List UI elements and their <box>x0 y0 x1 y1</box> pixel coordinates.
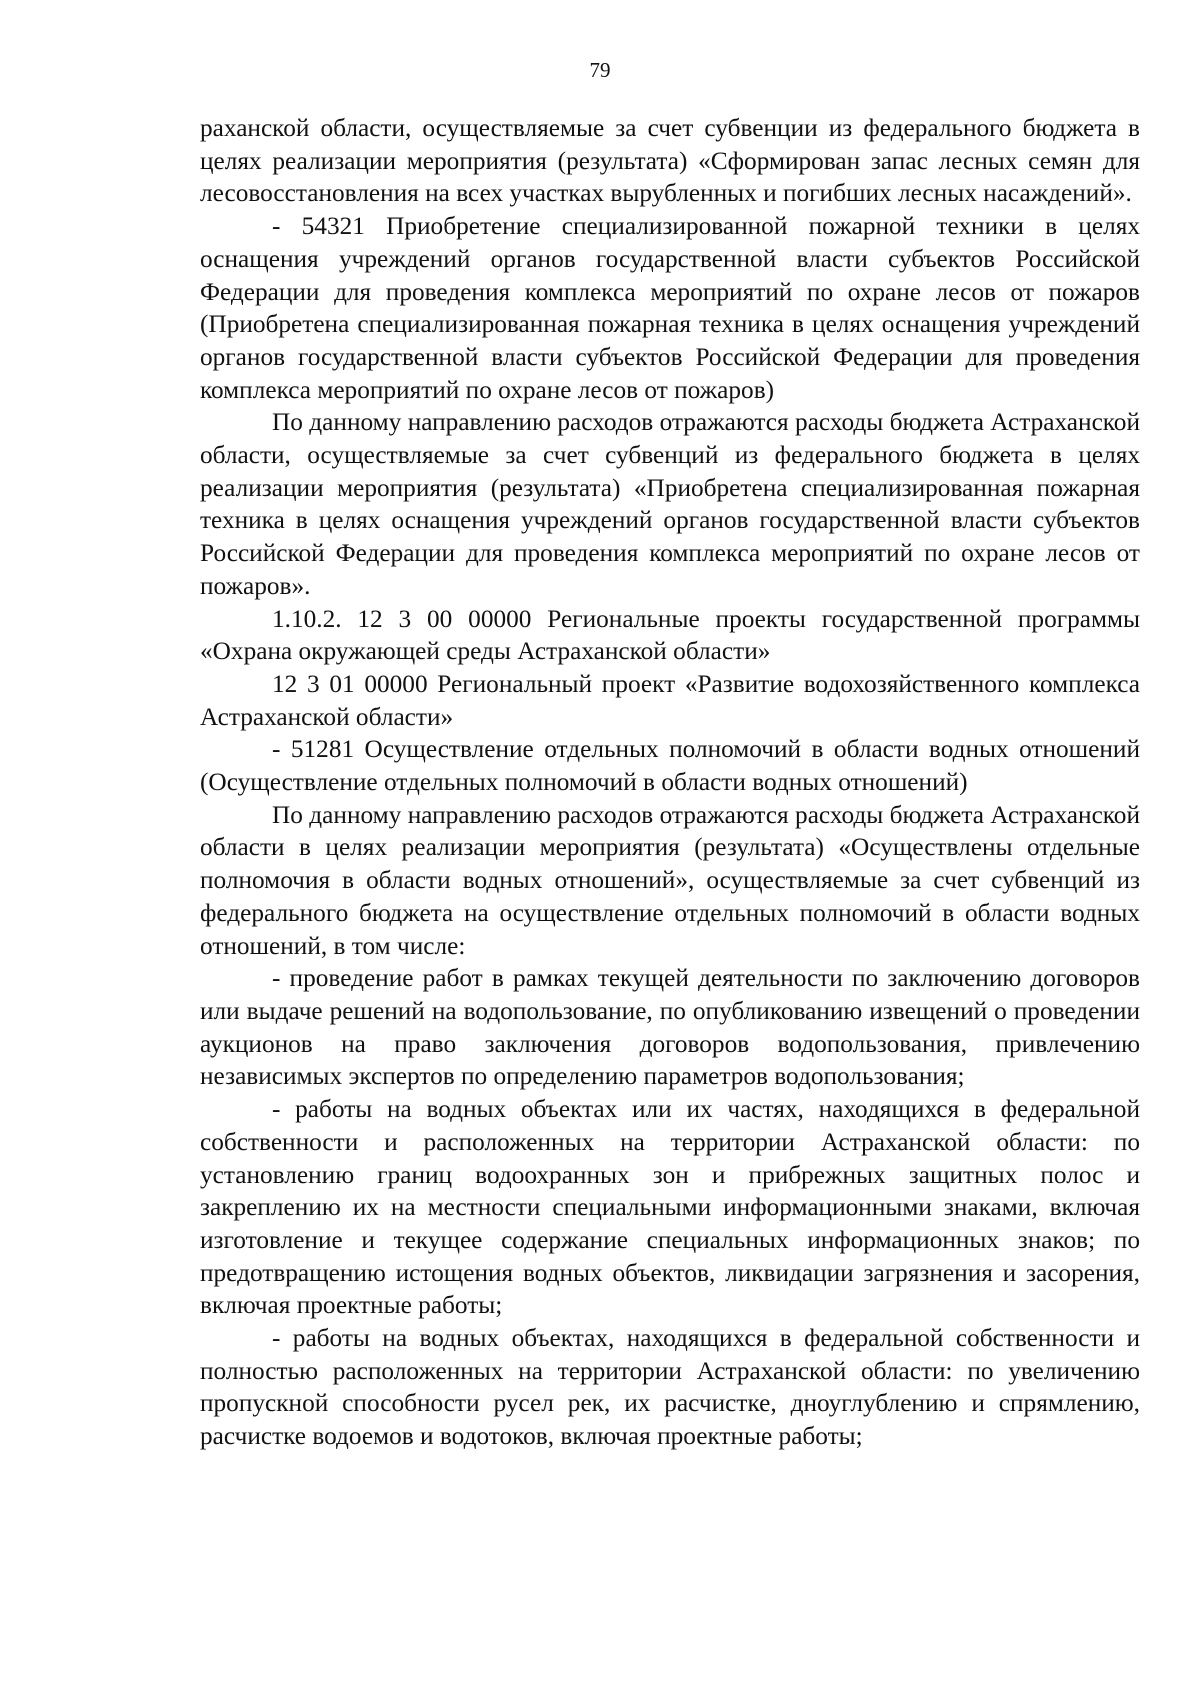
page-number: 79 <box>589 58 611 82</box>
paragraph-6: - 51281 Осуществление отдельных полномочий в области водных отношений (Осуществление отдельных полномочий в области водных отношений) <box>200 735 1140 797</box>
paragraph-8: - проведение работ в рамках текущей деятельности по заключению договоров или выдаче решений на водопользование, по опубликованию извещений о проведении аукционов на право заключения договоров водопользования, привлечению независимых экспертов по определению параметров водопользования; <box>200 964 1140 1091</box>
paragraph-4: 1.10.2. 12 3 00 00000 Региональные проекты государственной программы «Охрана окружающей среды Астраханской области» <box>200 604 1140 666</box>
paragraph-9: - работы на водных объектах или их частях, находящихся в федеральной собственности и расположенных на территории Астраханской области: по установлению границ водоохранных зон и прибрежных защитных полос и закреплению их на местности специальными информационными знаками, включая изготовление и текущее содержание специальных информационных знаков; по предотвращению истощения водных объектов, ликвидации загрязнения и засорения, включая проектные работы; <box>200 1095 1140 1320</box>
paragraph-2: - 54321 Приобретение специализированной пожарной техники в целях оснащения учреждений органов государственной власти субъектов Российской Федерации для проведения комплекса мероприятий по охране лесов от пожаров (Приобретена специализированная пожарная техника в целях оснащения учреждений органов государственной власти субъектов Российской Федерации для проведения комплекса мероприятий по охране лесов от пожаров) <box>200 212 1140 404</box>
paragraph-10: - работы на водных объектах, находящихся в федеральной собственности и полностью расположенных на территории Астраханской области: по увеличению пропускной способности русел рек, их расчистке, дноуглублению и спрямлению, расчистке водоемов и водотоков, включая проектные работы; <box>200 1324 1140 1451</box>
paragraph-7: По данному направлению расходов отражаются расходы бюджета Астраханской области в целях реализации мероприятия (результата) «Осуществлены отдельные полномочия в области водных отношений», осуществляемые за счет субвенций из федерального бюджета на осуществление отдельных полномочий в области водных отношений, в том числе: <box>200 800 1140 960</box>
paragraph-5: 12 3 01 00000 Региональный проект «Развитие водохозяйственного комплекса Астраханской области» <box>200 669 1140 731</box>
body-text <box>200 112 1140 1453</box>
paragraph-1: раханской области, осуществляемые за счет субвенции из федерального бюджета в целях реализации мероприятия (результата) «Сформирован запас лесных семян для лесовосстановления на всех участках вырубленных и погибших лесных насаждений». <box>200 114 1140 208</box>
paragraph-3: По данному направлению расходов отражаются расходы бюджета Астраханской области, осуществляемые за счет субвенций из федерального бюджета в целях реализации мероприятия (результата) «Приобретена специализированная пожарная техника в целях оснащения учреждений органов государственной власти субъектов Российской Федерации для проведения комплекса мероприятий по охране лесов от пожаров». <box>200 408 1140 600</box>
